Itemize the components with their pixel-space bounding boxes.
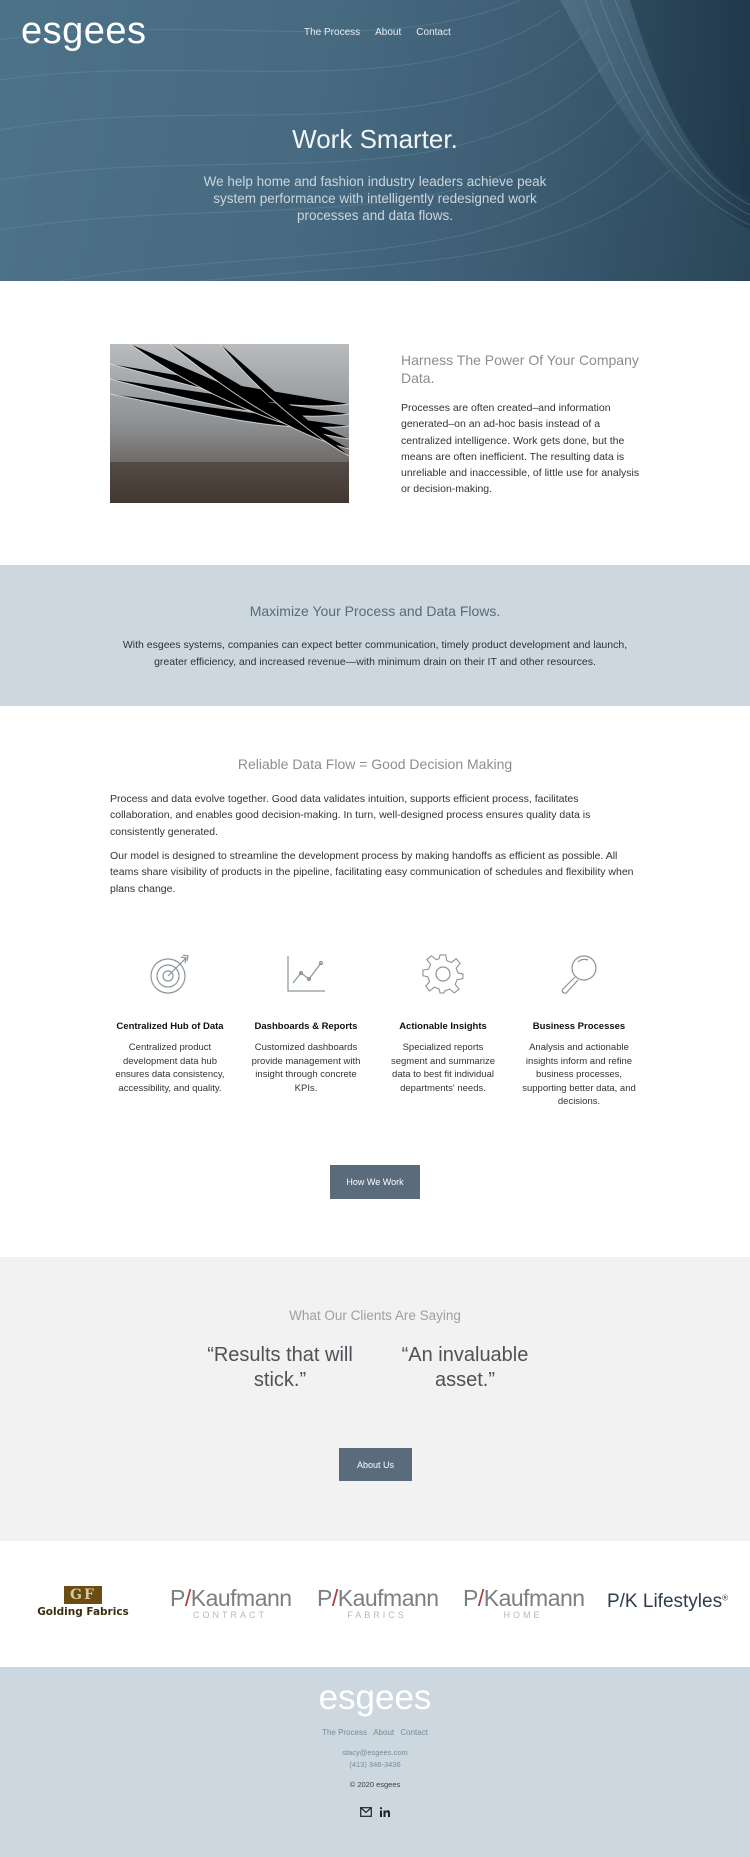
magnifier-icon (558, 953, 600, 995)
testimonials-title: What Our Clients Are Saying (289, 1308, 461, 1323)
footer-copyright: © 2020 esgees (349, 1780, 401, 1789)
feature-title: Dashboards & Reports (254, 1021, 358, 1032)
pk-contract-logo: P/Kaufmann CONTRACT (170, 1585, 292, 1620)
footer-email[interactable]: stacy@esgees.com (342, 1748, 408, 1757)
feature-text: Customized dashboards provide management with insight through concrete KPIs. (251, 1042, 361, 1094)
about-us-button[interactable]: About Us (339, 1448, 412, 1481)
line-chart-icon (285, 953, 327, 995)
feature-centralized-hub (112, 953, 228, 1095)
footer-phone[interactable]: (413) 346-3436 (349, 1760, 401, 1769)
feature-title: Business Processes (532, 1021, 626, 1032)
reliable-paragraph-1: Process and data evolve together. Good data validates intuition, supports efficient process, facilitates collaboration, and enables good decision-making. In turn, well-designed process ensures quality data is consistently generated. (110, 793, 591, 838)
pk-lifestyles-logo: P/K Lifestyles® (606, 1591, 728, 1612)
hero-banner (0, 0, 750, 281)
feature-dashboards (248, 953, 364, 1095)
reliable-paragraph-2: Our model is designed to streamline the development process by making handoffs as efficient as possible. All teams share visibility of products in the pipeline, facilitating easy communication of schedules and flexibility when plans change. (110, 850, 634, 895)
testimonial-quote: “An invaluable asset.” (401, 1344, 529, 1391)
top-nav (304, 27, 451, 38)
nav-the-process[interactable]: The Process (304, 27, 361, 38)
pk-fabrics-logo: P/Kaufmann FABRICS (317, 1585, 439, 1620)
feature-business-processes (521, 953, 637, 1109)
nav-contact[interactable]: Contact (416, 27, 451, 38)
feature-actionable-insights (385, 953, 501, 1095)
harness-text: Processes are often created–and information generated–on an ad-hoc basis instead of a centralized intelligence. Work gets done, but the means are often inefficient. The resulting data is unreliable and inaccessible, of little use for analysis or decision-making. (401, 402, 640, 496)
reliable-title: Reliable Data Flow = Good Decision Making (237, 756, 513, 772)
testimonials-band (0, 1257, 750, 1541)
feature-text: Centralized product development data hub ensures data consistency, accessibility, and quality. (115, 1042, 225, 1094)
feature-text: Analysis and actionable insights inform and refine business processes, supporting better data, and decisions. (522, 1042, 636, 1107)
footer-nav (0, 1728, 750, 1737)
maximize-title: Maximize Your Process and Data Flows. (249, 603, 501, 619)
footer-logo[interactable]: esgees (318, 1678, 432, 1717)
golding-fabrics-logo: GF Golding Fabrics (37, 1587, 129, 1618)
client-logos (0, 1541, 750, 1667)
maximize-band (0, 565, 750, 706)
hero-title: Work Smarter. (292, 124, 458, 154)
hero-subtitle: We help home and fashion industry leaders achieve peak system performance with intelligently redesigned work processes and data flows. (203, 174, 547, 223)
brand-logo[interactable]: esgees (21, 10, 147, 52)
mail-icon[interactable] (360, 1807, 372, 1817)
footer-nav-contact[interactable]: Contact (400, 1728, 428, 1737)
nav-about[interactable]: About (375, 27, 402, 38)
feature-text: Specialized reports segment and summarize data to best fit individual departments' needs. (390, 1042, 496, 1094)
how-we-work-button[interactable]: How We Work (330, 1165, 420, 1199)
footer-nav-the-process[interactable]: The Process (322, 1728, 367, 1737)
footer-social (360, 1807, 390, 1817)
linkedin-icon[interactable] (380, 1807, 390, 1817)
feature-title: Actionable Insights (399, 1021, 487, 1032)
pk-home-logo: P/Kaufmann HOME (463, 1585, 585, 1620)
feature-title: Centralized Hub of Data (116, 1021, 224, 1032)
target-icon (149, 953, 191, 995)
testimonial-quote: “Results that will stick.” (207, 1344, 353, 1391)
textile-threads-image (110, 344, 349, 503)
footer-nav-about[interactable]: About (373, 1728, 395, 1737)
harness-title: Harness The Power Of Your Company Data. (401, 352, 639, 386)
maximize-text: With esgees systems, companies can expect better communication, timely product development and launch, greater efficiency, and increased revenue—with minimum drain on their IT and other resources. (122, 639, 628, 668)
gear-icon (422, 953, 464, 995)
